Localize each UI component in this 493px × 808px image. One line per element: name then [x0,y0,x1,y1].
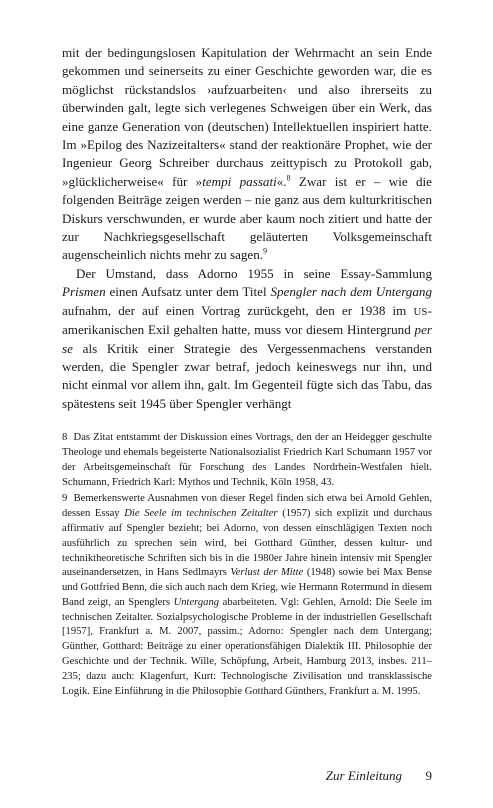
footnote-ref-8[interactable]: 8 [286,173,291,183]
footnote-9-text-3: (1948) sowie bei Max Bense und Gottfried Benn, die sich auch nach dem Krieg, wie Hermann Rotermund in diesem Band zeigt, an Spenglers [62,567,433,608]
footnote-9 [62,492,432,699]
footnote-9-number: 9 [62,493,68,505]
footnote-9-text-2: (1957) sich explizit und durchaus affirmativ auf Spengler bezieht; bei Adorno, von dessen einschlägigen Texten noch ausführlich zu sprechen sein wird, bei Gotthard Günther, dessen kultur- und techniktheoretische Schriften sich bis in die 1980er Jahre hinein intensiv mit Spengler auseinandersetzen, in Hans Sedlmayrs [62,508,432,579]
paragraph-2-text-2: einen Aufsatz unter dem Titel [105,284,271,300]
footnote-ref-9[interactable]: 9 [263,247,268,257]
italic-untergang: Untergang [173,596,220,608]
paragraph-1-continuation: Zwar ist er – wie die folgenden Beiträge zeigen werden – nie ganz aus dem kulturkritischen Diskurs verschwunden, er wurde aber kaum noch zitiert und hatte der zur Nachkriegsgesellschaft geläuterten Volksgemeinschaft augenscheinlich nichts mehr zu sagen. [62,173,432,263]
paragraph-2 [62,265,432,413]
footnote-8-number: 8 [62,432,68,444]
paragraph-1-close-quote: «. [276,173,287,189]
italic-spengler-title: Spengler nach dem Untergang [270,284,432,300]
italic-verlust-der-mitte: Verlust der Mitte [230,567,304,579]
smallcaps-us: US [413,305,428,318]
paragraph-1-text: mit der bedingungslosen Kapitulation der Wehrmacht an sein Ende gekommen und seinerseits zu einer Geschichte geworden war, die es möglichst rückstandslos ›aufzuarbeiten‹ und also ihrerseits zu überwinden galt, legte sich verlegenes Schweigen über ein Werk, das eine ganze Generation von (deutschen) Intellektuellen inspiriert hatte. Im »Epilog des Nazizeitalters« stand der reaktionäre Prophet, wie der Ingenieur Georg Schreiber durchaus zeittypisch zu Protokoll gab, »glücklicherweise« für » [62,45,432,189]
footnote-9-text: Bemerkenswerte Ausnahmen von dieser Regel finden sich etwa bei Arnold Gehlen, dessen Essay [62,493,432,520]
footnote-9-text-4: abarbeiteten. Vgl: Gehlen, Arnold: Die Seele im technischen Zeitalter. Sozialpsychologische Probleme in der industriellen Gesellschaft [1957], Frankfurt a. M. 2007, passim.; Adorno: Spengler nach dem Untergang; Günther, Gotthard: Beiträge zu einer operationsfähigen Dialektik III. Philosophie der Geschichte und der Technik. Wille, Schöpfung, Arbeit, Hamburg 2013, insbes. 211–235; dazu auch: Klagenfurt, Kurt: Technologische Zivilisation und transklassische Logik. Eine Einführung in die Philosophie Gotthard Günthers, Frankfurt a. M. 1995. [62,596,432,697]
page [62,44,432,701]
main-text [62,44,432,413]
paragraph-2-text-5: als Kritik einer Strategie des Vergessenmachens verstanden werden, die Spengler zwar betraf, jedoch keineswegs nur ihn, und nicht einmal vor allem ihn, galt. Im Gegenteil fügte sich das Tabu, das spätestens seit 1945 über Spengler verhängt [62,340,432,411]
running-head: Zur Einleitung [325,768,402,783]
footnote-8-text: Das Zitat entstammt der Diskussion eines Vortrags, den der an Heidegger geschulte Theologe und ehemals begeisterte Nationalsozialist Friedrich Karl Schumann 1957 vor der Arbeitsgemeinschaft für Forschung des Landes Nordrhein-Westfalen hielt. Schumann, Friedrich Karl: Mythos und Technik, Köln 1958, 43. [62,432,432,488]
paragraph-2-text-4: -amerikanischen Exil gehalten hatte, muss vor diesem Hintergrund [62,302,432,338]
footnote-8 [62,431,432,490]
paragraph-2-text: Der Umstand, dass Adorno 1955 in seine Essay-Sammlung [76,265,432,281]
italic-per-se: per se [62,322,432,356]
paragraph-2-text-3: aufnahm, der auf einen Vortrag zurückgeht, den er 1938 im [62,302,414,318]
footnotes [62,431,432,699]
page-number: 9 [425,768,432,783]
paragraph-1 [62,44,432,265]
italic-prismen: Prismen [62,284,106,300]
italic-tempi-passati: tempi passati [202,173,277,189]
italic-seele-title: Die Seele im technischen Zeitalter [124,508,278,520]
